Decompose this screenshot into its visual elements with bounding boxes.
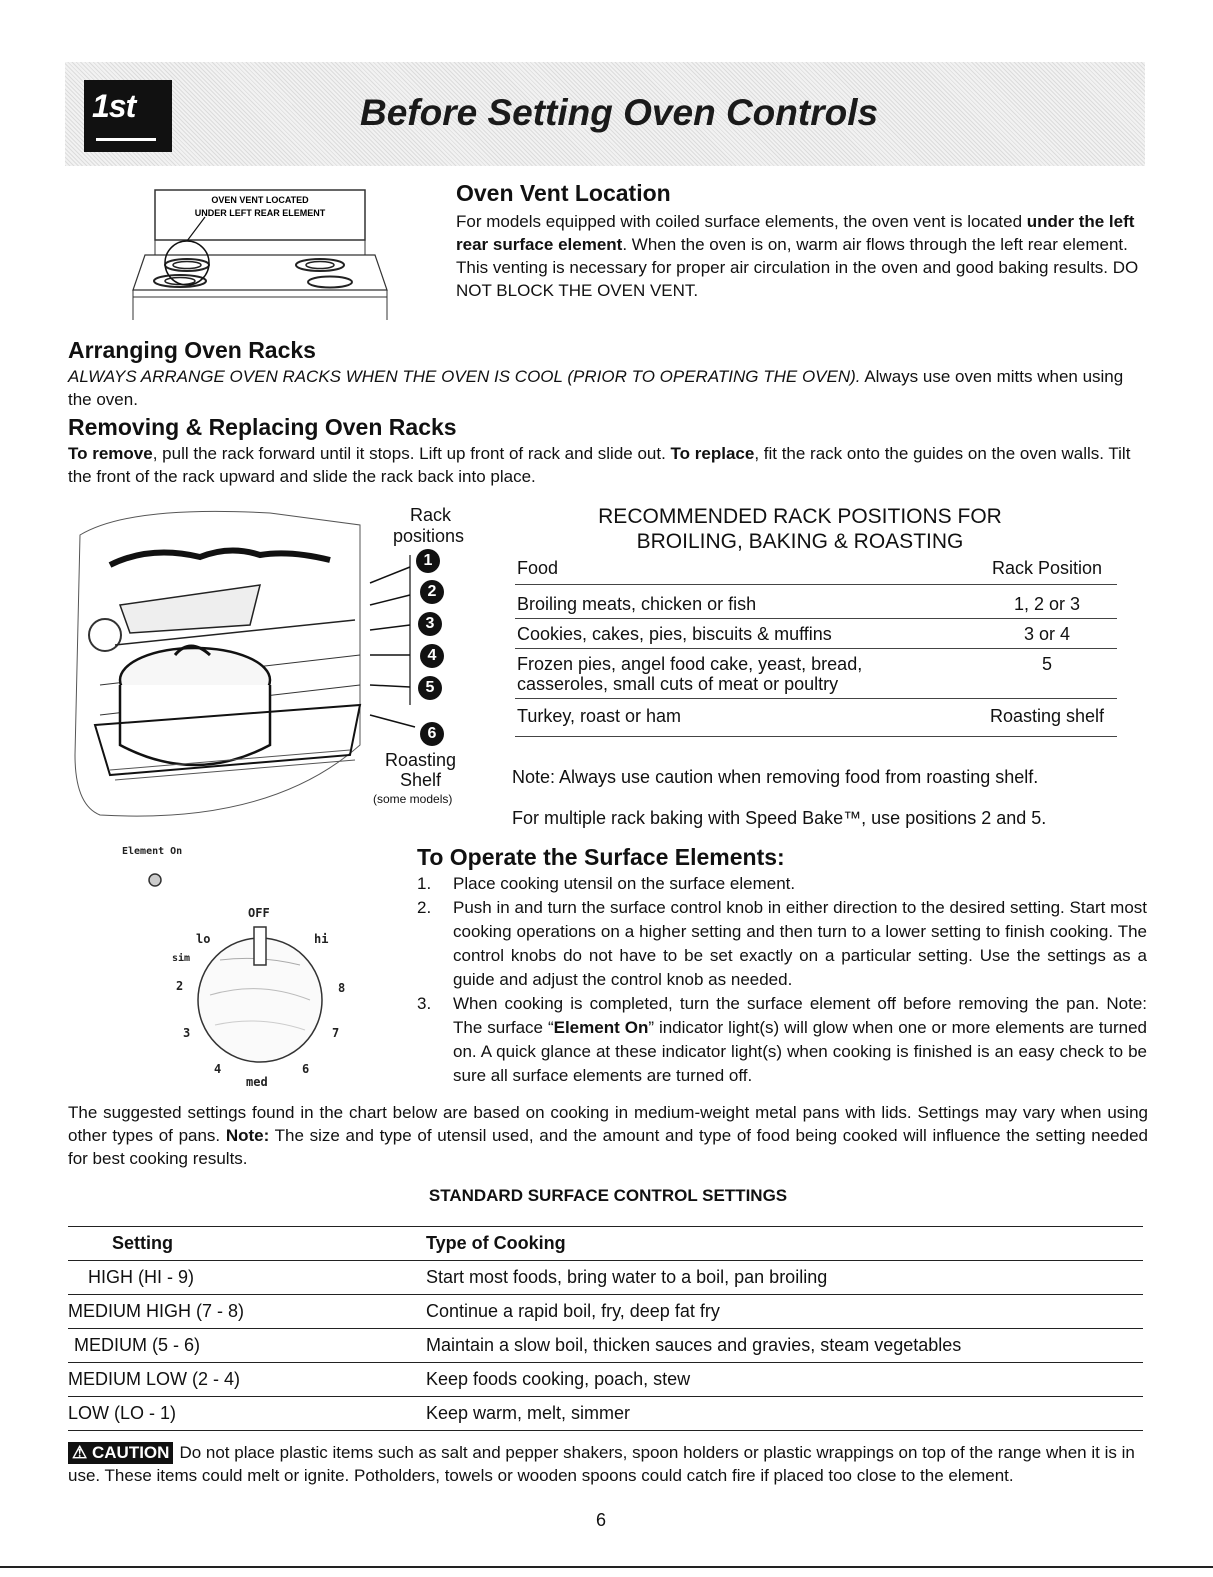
some-models-label: (some models) — [373, 792, 453, 806]
knob-hi-label: hi — [314, 932, 329, 946]
positions-label: positions — [393, 526, 465, 546]
rack-position-2: 2 — [420, 580, 444, 604]
bottom-rule — [0, 1566, 1213, 1568]
page-number: 6 — [596, 1510, 607, 1530]
rack-position-3: 3 — [418, 612, 442, 636]
rack-table-title: RECOMMENDED RACK POSITIONS FOR BROILING, BAKING & ROASTING — [598, 505, 1002, 553]
badge-label: 1st — [92, 88, 136, 124]
caution-badge: ⚠ CAUTION — [68, 1442, 173, 1464]
vent-label-line1: OVEN VENT LOCATED — [211, 195, 309, 205]
knob-4-label: 4 — [214, 1062, 222, 1076]
oven-vent-heading: Oven Vent Location — [456, 180, 671, 206]
first-step-badge — [84, 80, 172, 152]
table-row: LOW (LO - 1) Keep warm, melt, simmer — [68, 1397, 1143, 1431]
operate-surface-elements-heading: To Operate the Surface Elements: — [417, 844, 785, 870]
surface-control-knob — [180, 925, 340, 1075]
knob-8-label: 8 — [338, 981, 346, 995]
table-row: MEDIUM HIGH (7 - 8) Continue a rapid boil, fry, deep fat fry — [68, 1295, 1143, 1329]
rack-position-column-header: Rack Position — [991, 558, 1103, 578]
rack-position-1: 1 — [416, 549, 440, 573]
knob-7-label: 7 — [332, 1026, 340, 1040]
caution-text: Do not place plastic items such as salt and pepper shakers, spoon holders or plastic wrappings on top of the range when it is in use. These items could melt or ignite. Potholders, towels or wooden spoons could catch fire if placed too close to the element. — [68, 1443, 1135, 1485]
knob-off-label: OFF — [248, 906, 270, 920]
table-header-row — [68, 1227, 1143, 1261]
table-row: HIGH (HI - 9) Start most foods, bring water to a boil, pan broiling — [68, 1261, 1143, 1295]
food-column-header: Food — [517, 558, 559, 578]
oven-vent-text: For models equipped with coiled surface elements, the oven vent is located under the left rear surface element. When the oven is on, warm air flows through the left rear element. This venting is necessary for proper air circulation in the oven and good baking results. DO NOT BLOCK THE OVEN VENT. — [456, 212, 1139, 300]
knob-lo-label: lo — [196, 932, 211, 946]
knob-6-label: 6 — [302, 1062, 310, 1076]
shelf-label: Shelf — [400, 770, 442, 790]
type-column-header: Type of Cooking — [426, 1233, 566, 1253]
rack-table-row: Broiling meats, chicken or fish 1, 2 or 3 — [515, 594, 1117, 619]
knob-3-label: 3 — [183, 1026, 191, 1040]
removing-racks-heading: Removing & Replacing Oven Racks — [68, 414, 457, 440]
rack-table-row: Cookies, cakes, pies, biscuits & muffins 3 or 4 — [515, 624, 1117, 649]
caution-notice — [68, 1441, 1148, 1487]
rack-label: Rack — [410, 505, 452, 525]
arranging-racks-heading: Arranging Oven Racks — [68, 337, 316, 363]
vent-label-line2: UNDER LEFT REAR ELEMENT — [194, 208, 326, 218]
element-on-label: Element On — [122, 846, 183, 857]
arranging-racks-text: ALWAYS ARRANGE OVEN RACKS WHEN THE OVEN IS COOL (PRIOR TO OPERATING THE OVEN). Always use oven mitts when using the oven. — [68, 367, 1124, 409]
rack-table-header — [515, 558, 1117, 585]
table-row: MEDIUM LOW (2 - 4) Keep foods cooking, poach, stew — [68, 1363, 1143, 1397]
warning-triangle-icon: ⚠ — [72, 1443, 88, 1462]
speed-bake-note: For multiple rack baking with Speed Bake™, use positions 2 and 5. — [512, 808, 1047, 828]
surface-settings-table — [68, 1226, 1143, 1431]
rack-position-5: 5 — [418, 676, 442, 700]
element-on-indicator-light — [145, 870, 165, 890]
list-item: 2. Push in and turn the surface control knob in either direction to the desired setting. Start most cooking operations on a higher setting and then turn to a lower setting to finish cooking. The control knobs do not have to be set exactly on a particular setting. Use the settings as a guide and adjust the control knob as needed. — [417, 898, 1147, 989]
list-item: 1. Place cooking utensil on the surface element. — [417, 874, 796, 893]
page-title: Before Setting Oven Controls — [360, 92, 879, 133]
list-item: 3. When cooking is completed, turn the surface element off before removing the pan. Note: The surface “Element On” indicator light(s) will glow when one or more elements are turned on. A quick glance at these indicator light(s) when cooking is finished is an easy check to be sure all surface elements are turned off. — [417, 994, 1147, 1085]
roasting-shelf-note: Note: Always use caution when removing food from roasting shelf. — [512, 767, 1039, 787]
suggested-settings-text: The suggested settings found in the chart below are based on cooking in medium-weight metal pans with lids. Settings may vary when using other types of pans. Note: The size and type of utensil used, and the amount and type of food being cooked will influence the setting needed for best cooking results. — [68, 1103, 1148, 1168]
rack-position-4: 4 — [420, 644, 444, 668]
setting-column-header: Setting — [112, 1233, 173, 1253]
removing-racks-text: To remove, pull the rack forward until it stops. Lift up front of rack and slide out. To replace, fit the rack onto the guides on the oven walls. Tilt the front of the rack upward and slide the rack back into place. — [68, 444, 1131, 486]
cooktop-vent-illustration — [125, 185, 395, 325]
badge-underline — [96, 138, 156, 141]
rack-table-row: Turkey, roast or ham Roasting shelf — [515, 706, 1117, 737]
knob-sim-label: sim — [172, 953, 191, 964]
rack-position-6: 6 — [420, 722, 444, 746]
rack-table-row: Frozen pies, angel food cake, yeast, bread, casseroles, small cuts of meat or poultry 5 — [515, 654, 1117, 699]
knob-med-label: med — [246, 1075, 268, 1089]
knob-2-label: 2 — [176, 979, 184, 993]
table-row: MEDIUM (5 - 6) Maintain a slow boil, thicken sauces and gravies, steam vegetables — [68, 1329, 1143, 1363]
roasting-label: Roasting — [385, 750, 457, 770]
settings-table-title: STANDARD SURFACE CONTROL SETTINGS — [428, 1186, 788, 1205]
